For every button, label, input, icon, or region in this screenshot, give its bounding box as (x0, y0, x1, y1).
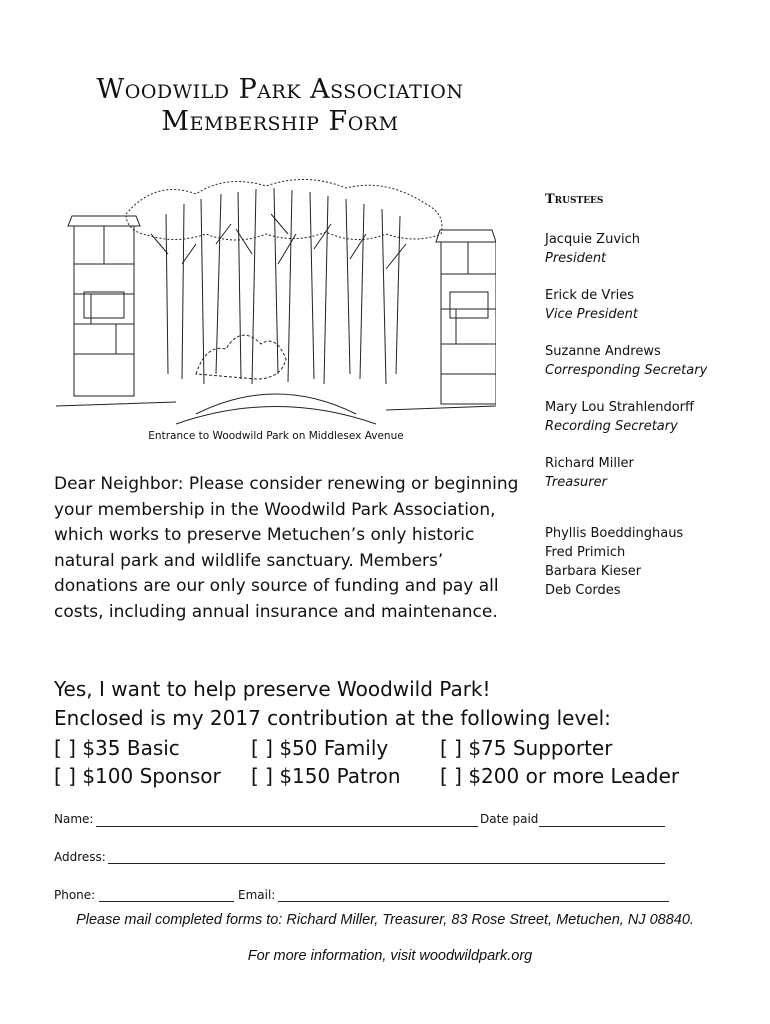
trustee-role: Vice President (545, 307, 638, 322)
intro-paragraph: Dear Neighbor: Please consider renewing or beginning your membership in the Woodwild Park Association, which works to preserve Metuchen’s only historic natural park and wildlife sanctuary. Members’ donations are our only source of funding and pay all costs, including annual insurance and maintenance. (54, 474, 519, 622)
trustee-role: Recording Secretary (545, 419, 678, 434)
trustee-member: Deb Cordes (545, 583, 621, 598)
trustee-role: Corresponding Secretary (545, 363, 708, 378)
trustee-member: Barbara Kieser (545, 564, 642, 579)
pledge-level-prompt: Enclosed is my 2017 contribution at the following level: (54, 706, 611, 730)
option-basic[interactable]: [ ] $35 Basic (54, 736, 180, 760)
date-paid-label: Date paid (480, 812, 539, 826)
option-supporter[interactable]: [ ] $75 Supporter (440, 736, 613, 760)
trustees-list (545, 192, 755, 600)
park-entrance-illustration (56, 174, 496, 426)
phone-label: Phone: (54, 888, 96, 902)
option-leader[interactable]: [ ] $200 or more Leader (440, 764, 680, 788)
trustee-member: Phyllis Boeddinghaus (545, 526, 684, 541)
trustee-name: Jacquie Zuvich (545, 232, 641, 247)
trustee-name: Suzanne Andrews (545, 344, 661, 359)
address-field[interactable] (108, 863, 665, 864)
option-sponsor[interactable]: [ ] $100 Sponsor (54, 764, 221, 788)
trustee-name: Mary Lou Strahlendorff (545, 400, 694, 415)
trustee-role: Treasurer (545, 475, 607, 490)
date-paid-field[interactable] (539, 826, 665, 827)
trustee-entry (545, 398, 755, 436)
trustee-entry (545, 286, 755, 324)
trustees-members (545, 524, 755, 600)
pledge-statement: Yes, I want to help preserve Woodwild Park! (54, 677, 491, 701)
mailing-instructions: Please mail completed forms to: Richard Miller, Treasurer, 83 Rose Street, Metuchen, NJ 08840. (76, 912, 694, 928)
trustee-role: President (545, 251, 607, 266)
trustee-member: Fred Primich (545, 545, 626, 560)
trustee-entry (545, 454, 755, 492)
email-field[interactable] (278, 901, 669, 902)
email-label: Email: (238, 888, 276, 902)
form-title-line2: Membership Form (161, 106, 399, 137)
more-info-note: For more information, visit woodwildpark.org (247, 948, 533, 964)
trustee-entry (545, 230, 755, 268)
address-label: Address: (54, 850, 106, 864)
trustee-name: Richard Miller (545, 456, 634, 471)
illustration-caption: Entrance to Woodwild Park on Middlesex Avenue (148, 430, 404, 442)
trustee-entry (545, 342, 755, 380)
trustees-heading: Trustees (545, 192, 604, 207)
phone-field[interactable] (99, 901, 234, 902)
option-family[interactable]: [ ] $50 Family (251, 736, 389, 760)
form-title-line1: Woodwild Park Association (96, 74, 464, 105)
trustee-name: Erick de Vries (545, 288, 634, 303)
option-patron[interactable]: [ ] $150 Patron (251, 764, 401, 788)
name-field[interactable] (96, 826, 478, 827)
name-label: Name: (54, 812, 94, 826)
